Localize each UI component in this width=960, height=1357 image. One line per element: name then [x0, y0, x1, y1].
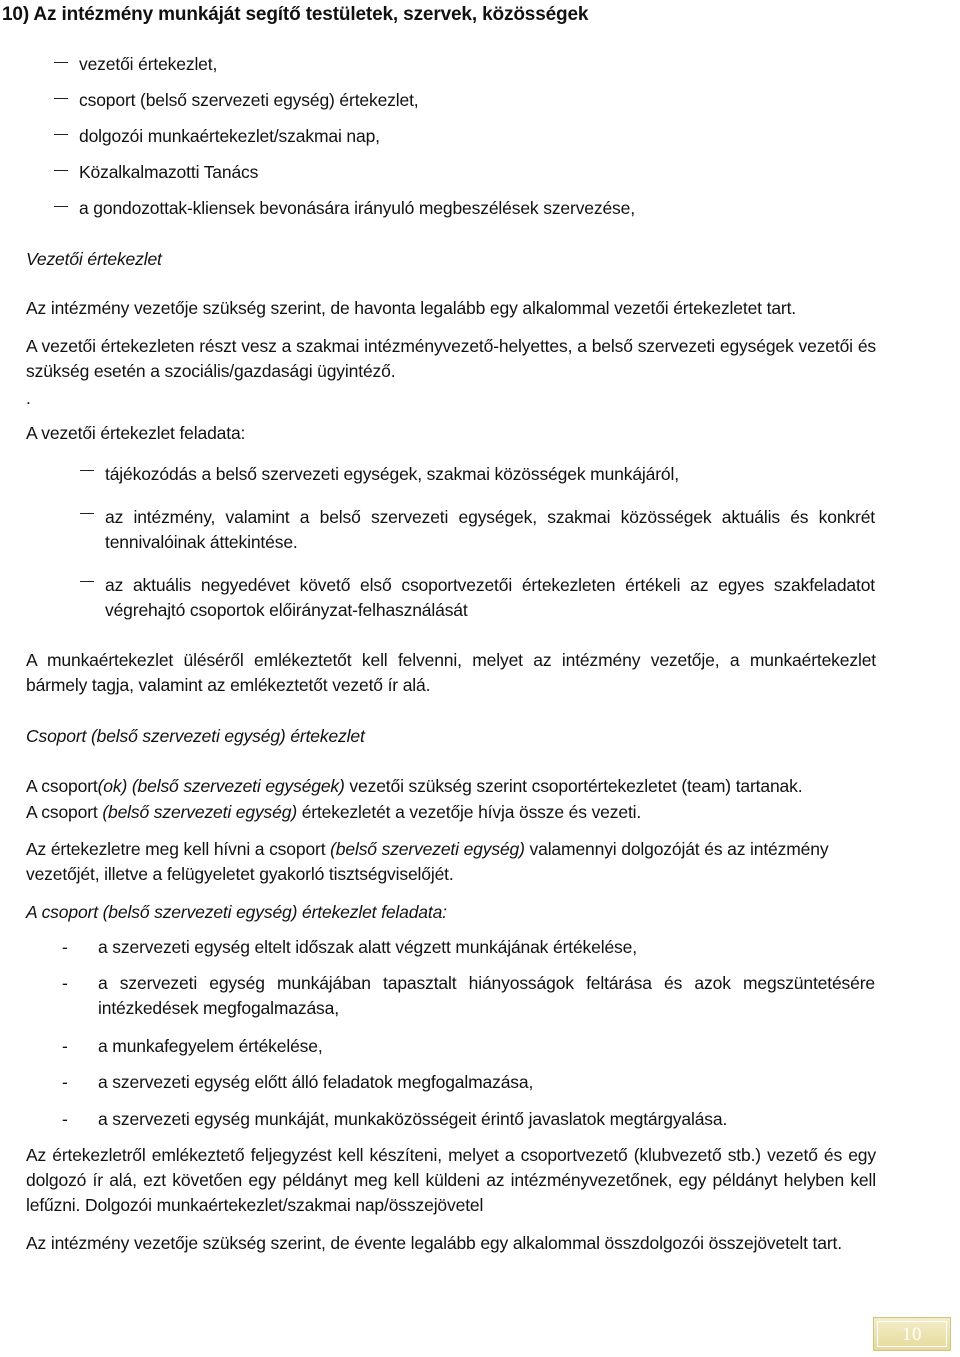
task-item: a szervezeti egység munkáját, munkaközösségeit érintő javaslatok megtárgyalása. — [98, 1109, 728, 1129]
dash-bullet — [80, 581, 94, 582]
subsection-title: Vezetői értekezlet — [26, 249, 162, 269]
paragraph-line — [26, 774, 876, 799]
text-run: A csoport — [26, 802, 103, 822]
page-number-badge — [873, 1317, 951, 1351]
hyphen-bullet: - — [62, 1036, 68, 1056]
task-item: a szervezeti egység eltelt időszak alatt végzett munkájának értékelése, — [98, 937, 637, 957]
paragraph-line — [26, 837, 876, 862]
text-run: Az értekezletre meg kell hívni a csoport — [26, 839, 331, 859]
list-item: csoport (belső szervezeti egység) értekezlet, — [79, 90, 419, 110]
italic-run: (belső szervezeti egység) — [330, 839, 525, 859]
text-run: vezetői szükség szerint csoportértekezletet (team) tartanak. — [344, 776, 803, 796]
dash-bullet — [54, 134, 68, 135]
dash-bullet — [54, 206, 68, 207]
dash-bullet — [54, 170, 68, 171]
hyphen-bullet: - — [62, 1072, 68, 1092]
page-number: 10 — [902, 1324, 922, 1345]
task-item: a szervezeti egység előtt álló feladatok megfogalmazása, — [98, 1072, 534, 1092]
paragraph-line: vezetőjét, illetve a felügyeletet gyakorló tisztségviselőjét. — [26, 864, 454, 884]
paragraph: Az értekezletről emlékeztető feljegyzést kell készíteni, melyet a csoportvezető (klubvezető stb.) vezető és egy dolgozó ír alá, ezt követően egy példányt meg kell küldeni az intézményvezetőnek, egy példányt helyben kell lefűzni. Dolgozói munkaértekezlet/szakmai nap/összejövetel — [26, 1145, 876, 1215]
italic-run: (ok) (belső szervezeti egységek) — [97, 776, 345, 796]
hyphen-bullet: - — [62, 973, 68, 993]
text-run: valamennyi dolgozóját és az intézmény — [524, 839, 829, 859]
subsection-title: Csoport (belső szervezeti egység) értekezlet — [26, 726, 365, 746]
text-run: A csoport — [26, 776, 98, 796]
hyphen-bullet: - — [62, 1109, 68, 1129]
dash-bullet — [80, 470, 94, 471]
task-item: az intézmény, valamint a belső szervezeti egységek, szakmai közösségek aktuális és konkrét tennivalóinak áttekintése. — [105, 507, 875, 552]
stray-dot: . — [26, 388, 31, 408]
paragraph: Az intézmény vezetője szükség szerint, de évente legalább egy alkalommal összdolgozói összejövetelt tart. — [26, 1233, 842, 1253]
list-item: vezetői értekezlet, — [79, 54, 218, 74]
dash-bullet — [54, 62, 68, 63]
task-item: tájékozódás a belső szervezeti egységek, szakmai közösségek munkájáról, — [105, 464, 679, 484]
task-item: a szervezeti egység munkájában tapasztalt hiányosságok feltárása és azok megszüntetésére intézkedések megfogalmazása, — [98, 973, 875, 1018]
paragraph: Az intézmény vezetője szükség szerint, de havonta legalább egy alkalommal vezetői értekezletet tart. — [26, 298, 796, 318]
italic-run: (belső szervezeti egység) — [102, 802, 297, 822]
task-item: az aktuális negyedévet követő első csoportvezetői értekezleten értékeli az egyes szakfeladatot végrehajtó csoportok előirányzat-felhasználását — [105, 575, 875, 620]
tasks-title: A csoport (belső szervezeti egység) értekezlet feladata: — [26, 902, 447, 922]
list-item: a gondozottak-kliensek bevonására irányuló megbeszélések szervezése, — [79, 198, 635, 218]
task-item: a munkafegyelem értékelése, — [98, 1036, 323, 1056]
list-item: Közalkalmazotti Tanács — [79, 162, 259, 182]
list-item: dolgozói munkaértekezlet/szakmai nap, — [79, 126, 380, 146]
paragraph: A vezetői értekezleten részt vesz a szakmai intézményvezető-helyettes, a belső szervezeti egységek vezetői és szükség esetén a szociális/gazdasági ügyintéző. — [26, 336, 876, 381]
hyphen-bullet: - — [62, 937, 68, 957]
paragraph-line — [26, 800, 876, 825]
dash-bullet — [54, 98, 68, 99]
paragraph: A munkaértekezlet üléséről emlékeztetőt kell felvenni, melyet az intézmény vezetője, a munkaértekezlet bármely tagja, valamint az emlékeztetőt vezető ír alá. — [26, 650, 876, 695]
tasks-title: A vezetői értekezlet feladata: — [26, 423, 246, 443]
text-run: értekezletét a vezetője hívja össze és vezeti. — [297, 802, 642, 822]
section-heading: 10) Az intézmény munkáját segítő testületek, szervek, közösségek — [2, 4, 589, 25]
dash-bullet — [80, 513, 94, 514]
